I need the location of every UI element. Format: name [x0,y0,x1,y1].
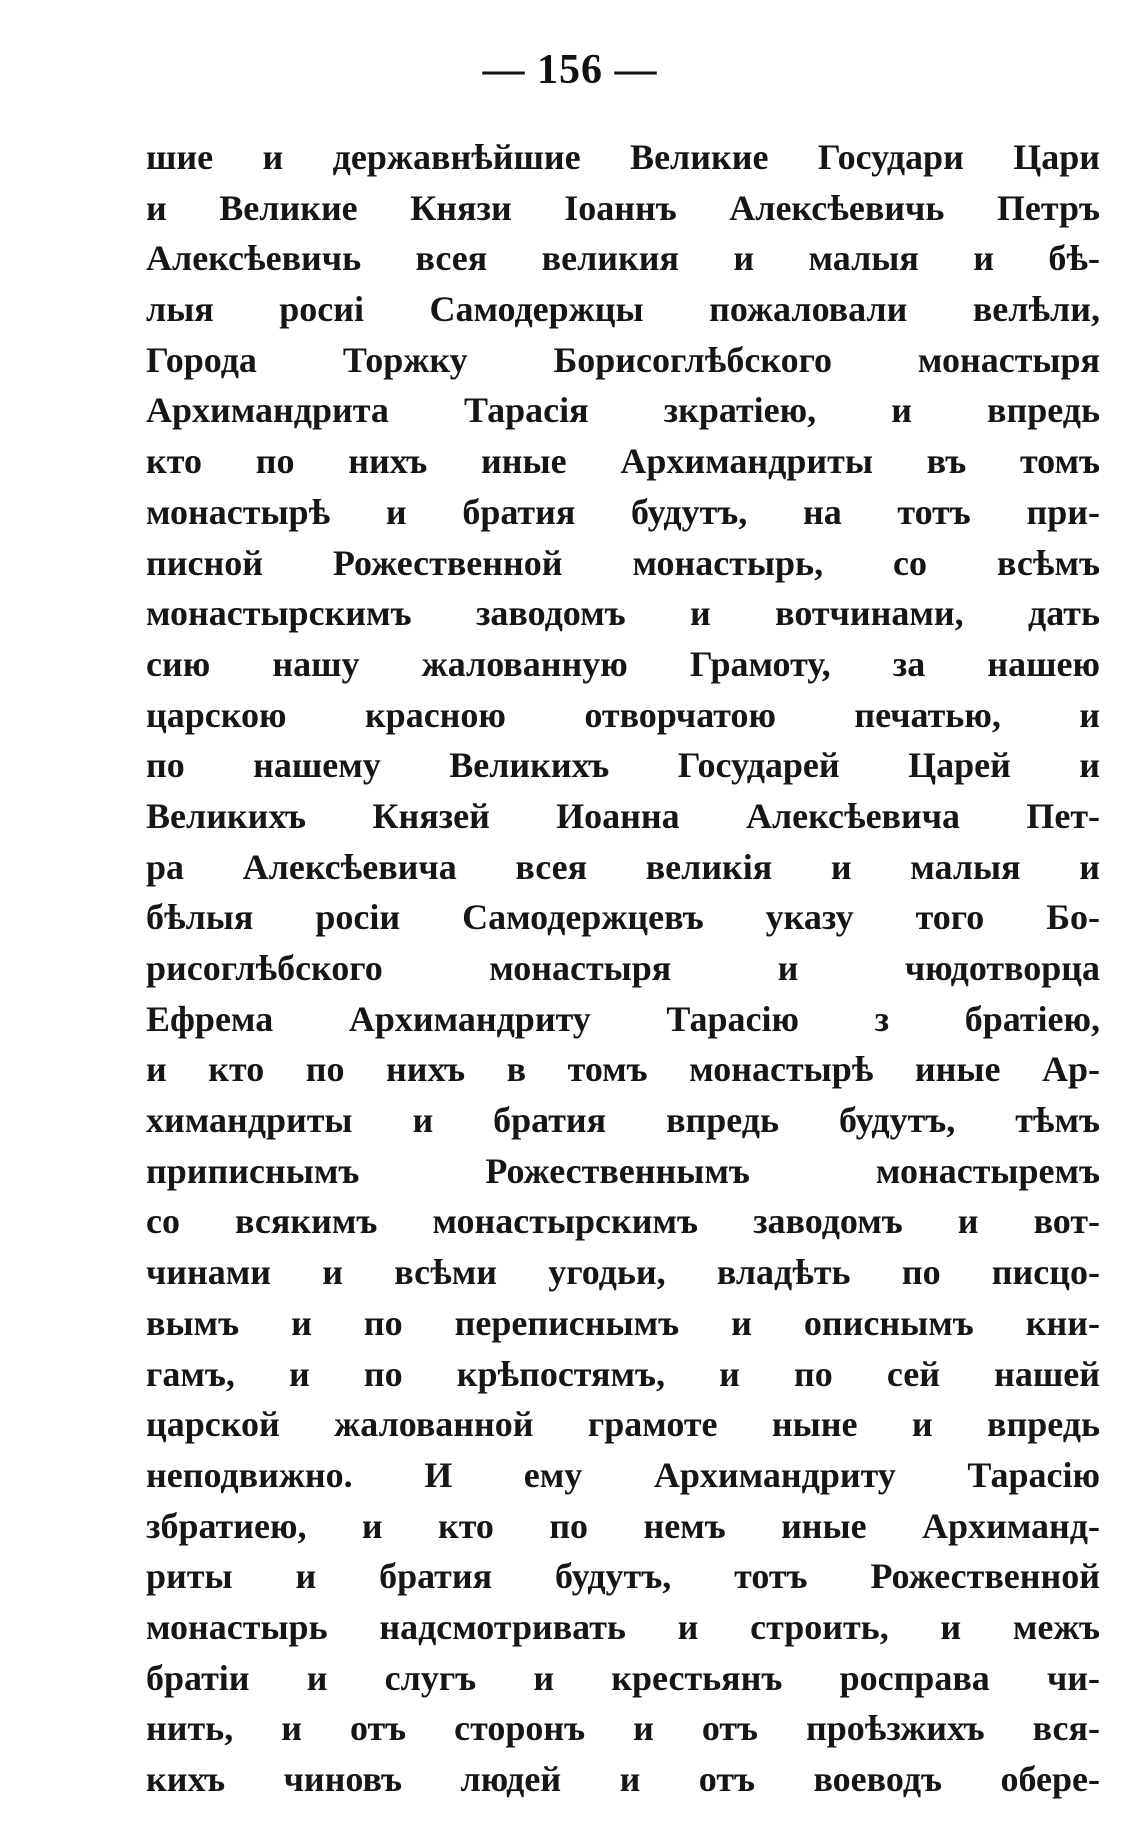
text-line: со всякимъ монастырскимъ заводомъ и вот- [146,1201,1100,1242]
text-line: риты и братия будутъ, тотъ Рожественной [146,1556,1100,1597]
page-number: — 156 — [482,47,658,93]
text-line: нить, и отъ сторонъ и отъ проѣзжихъ вся- [146,1708,1100,1749]
text-line: шие и державнѣйшие Великие Государи Цари [146,137,1100,177]
text-line: кихъ чиновъ людей и отъ воеводъ обере- [146,1759,1100,1799]
text-line: царскою красною отворчатою печатью, и [146,694,1100,735]
text-line: збратиею, и кто по немъ иные Архиманд- [146,1505,1100,1546]
text-line: царской жалованной грамоте ныне и впредь [146,1404,1100,1445]
text-line: Великихъ Князей Иоанна Алексѣевича Пет- [146,795,1100,836]
text-line: монастырскимъ заводомъ и вотчинами, дать [146,593,1100,634]
text-line: монастырѣ и братия будутъ, на тотъ при- [146,491,1100,532]
body-text [146,132,1100,1805]
text-line: неподвижно. И ему Архимандриту Тарасію [146,1454,1100,1495]
text-line: Архимандрита Тарасія зкратіею, и впредь [146,390,1100,431]
text-line: Алексѣевичь всея великия и малыя и бѣ- [146,238,1100,279]
text-line: и кто по нихъ в томъ монастырѣ иные Ар- [146,1049,1100,1090]
text-line: лыя росиі Самодержцы пожаловали велѣли, [146,289,1100,330]
text-line: приписнымъ Рожественнымъ монастыремъ [146,1150,1100,1191]
text-line: ра Алексѣевича всея великія и малыя и [146,846,1100,887]
text-line: Ефрема Архимандриту Тарасію з братіею, [146,998,1100,1039]
text-line: вымъ и по переписнымъ и описнымъ кни- [146,1302,1100,1343]
text-line: химандриты и братия впредь будутъ, тѣмъ [146,1100,1100,1141]
text-line: кто по нихъ иные Архимандриты въ томъ [146,441,1100,482]
text-line: рисоглѣбского монастыря и чюдотворца [146,948,1100,988]
text-line: Города Торжку Борисоглѣбского монастыря [146,339,1100,380]
text-line: писной Рожественной монастырь, со всѣмъ [146,542,1100,583]
text-line: чинами и всѣми угодьи, владѣть по писцо- [146,1252,1100,1293]
text-line: монастырь надсмотривать и строить, и межъ [146,1606,1100,1647]
text-line: по нашему Великихъ Государей Царей и [146,745,1100,786]
text-line: бѣлыя росіи Самодержцевъ указу того Бо- [146,897,1100,938]
text-line: братіи и слугъ и крестьянъ росправа чи- [146,1657,1100,1698]
text-line: сию нашу жалованную Грамоту, за нашею [146,643,1100,684]
text-line: гамъ, и по крѣпостямъ, и по сей нашей [146,1353,1100,1394]
text-line: и Великие Князи Іоаннъ Алексѣевичь Петръ [146,187,1100,228]
